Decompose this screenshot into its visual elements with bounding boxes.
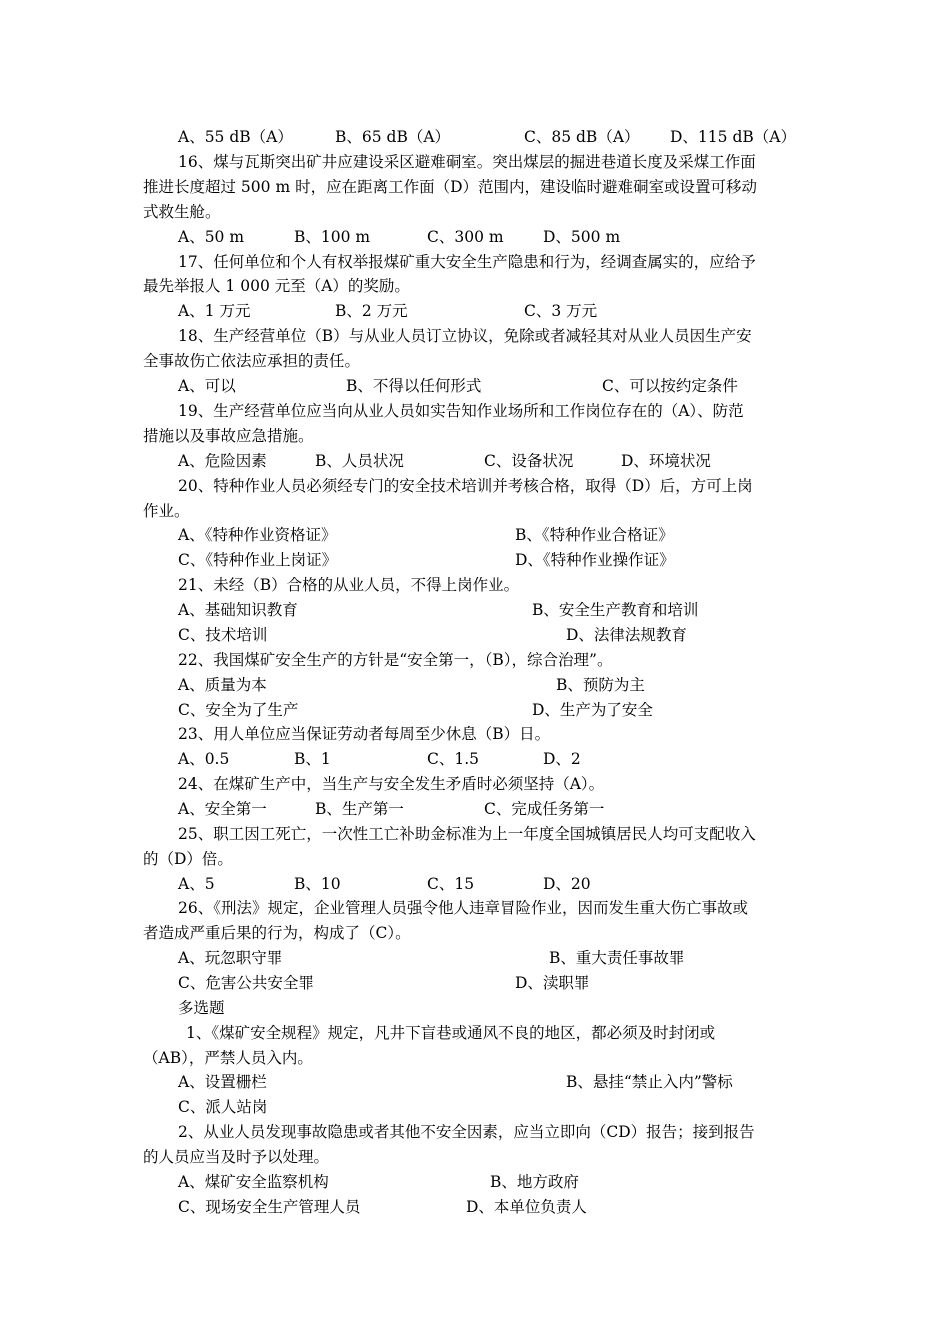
option-a: A、煤矿安全监察机构 bbox=[178, 1173, 329, 1191]
option-d: D、渎职罪 bbox=[515, 974, 590, 992]
option-b: B、重大责任事故罪 bbox=[549, 949, 685, 967]
option-a: A、设置栅栏 bbox=[178, 1073, 267, 1091]
question-26-line-2: 者造成严重后果的行为，构成了（C）。 bbox=[143, 924, 411, 942]
options-row bbox=[0, 227, 950, 247]
multi-question-2-line-1: 2、从业人员发现事故隐患或者其他不安全因素，应当立即向（CD）报告；接到报告 bbox=[178, 1123, 755, 1141]
question-21-line-1: 21、未经（B）合格的从业人员，不得上岗作业。 bbox=[178, 576, 520, 594]
multi-question-1-line-1: 1、《煤矿安全规程》规定，凡井下盲巷或通风不良的地区，都必须及时封闭或 bbox=[186, 1024, 716, 1042]
option-a: A、0.5 bbox=[178, 750, 230, 768]
options-row bbox=[0, 675, 950, 695]
multi-question-1-line-2: （AB），严禁人员入内。 bbox=[143, 1049, 313, 1067]
question-18-line-2: 全事故伤亡依法应承担的责任。 bbox=[143, 352, 361, 370]
option-c: C、技术培训 bbox=[178, 626, 268, 644]
section-heading: 多选题 bbox=[178, 999, 225, 1017]
options-row bbox=[0, 799, 950, 819]
options-row bbox=[0, 1172, 950, 1192]
option-b: B、100 m bbox=[294, 228, 371, 246]
option-d: D、法律法规教育 bbox=[566, 626, 687, 644]
option-d: D、生产为了安全 bbox=[532, 701, 653, 719]
options-row bbox=[0, 127, 950, 147]
options-row bbox=[0, 301, 950, 321]
question-18-line-1: 18、生产经营单位（B）与从业人员订立协议，免除或者减轻其对从业人员因生产安 bbox=[178, 327, 752, 345]
option-a: A、安全第一 bbox=[178, 800, 267, 818]
option-d: D、500 m bbox=[543, 228, 621, 246]
question-25-line-1: 25、职工因工死亡，一次性工亡补助金标准为上一年度全国城镇居民人均可支配收入 bbox=[178, 825, 756, 843]
options-row bbox=[0, 376, 950, 396]
option-b: B、安全生产教育和培训 bbox=[532, 601, 699, 619]
option-d: D、2 bbox=[543, 750, 581, 768]
option-c: C、1.5 bbox=[427, 750, 480, 768]
options-row bbox=[0, 973, 950, 993]
question-16-line-2: 推进长度超过 500 m 时，应在距离工作面（D）范围内，建设临时避难硐室或设置可移动 bbox=[143, 178, 757, 196]
option-c: C、85 dB（A） bbox=[524, 128, 640, 146]
question-26-line-1: 26、《刑法》规定，企业管理人员强令他人违章冒险作业，因而发生重大伤亡事故或 bbox=[178, 899, 748, 917]
option-a: A、1 万元 bbox=[178, 302, 251, 320]
question-25-line-2: 的（D）倍。 bbox=[143, 850, 233, 868]
option-c: C、《特种作业上岗证》 bbox=[178, 551, 338, 569]
options-row bbox=[0, 525, 950, 545]
question-19-line-2: 措施以及事故应急措施。 bbox=[143, 427, 314, 445]
option-d: D、115 dB（A） bbox=[670, 128, 796, 146]
question-19-line-1: 19、生产经营单位应当向从业人员如实告知作业场所和工作岗位存在的（A）、防范 bbox=[178, 402, 744, 420]
option-c: C、现场安全生产管理人员 bbox=[178, 1198, 361, 1216]
options-row bbox=[0, 749, 950, 769]
option-b: B、不得以任何形式 bbox=[346, 377, 482, 395]
option-c: C、300 m bbox=[427, 228, 504, 246]
option-d: D、本单位负责人 bbox=[466, 1198, 587, 1216]
options-row bbox=[0, 1072, 950, 1092]
option-a: A、可以 bbox=[178, 377, 236, 395]
question-22-line-1: 22、我国煤矿安全生产的方针是“安全第一，（B），综合治理”。 bbox=[178, 651, 613, 669]
question-17-line-1: 17、任何单位和个人有权举报煤矿重大安全生产隐患和行为，经调查属实的，应给予 bbox=[178, 253, 756, 271]
options-row bbox=[0, 600, 950, 620]
option-b: B、生产第一 bbox=[315, 800, 404, 818]
question-24-line-1: 24、在煤矿生产中，当生产与安全发生矛盾时必须坚持（A）。 bbox=[178, 775, 605, 793]
option-c: C、3 万元 bbox=[524, 302, 598, 320]
option-c: C、派人站岗 bbox=[178, 1098, 268, 1116]
options-row bbox=[0, 1197, 950, 1217]
options-row bbox=[0, 625, 950, 645]
option-b: B、2 万元 bbox=[335, 302, 408, 320]
option-a: A、基础知识教育 bbox=[178, 601, 298, 619]
option-c: C、15 bbox=[427, 875, 475, 893]
option-d: D、20 bbox=[543, 875, 591, 893]
option-a: A、《特种作业资格证》 bbox=[178, 526, 337, 544]
option-c: C、可以按约定条件 bbox=[602, 377, 738, 395]
option-b: B、1 bbox=[294, 750, 331, 768]
option-a: A、危险因素 bbox=[178, 452, 267, 470]
option-b: B、预防为主 bbox=[556, 676, 645, 694]
option-a: A、50 m bbox=[178, 228, 245, 246]
option-c: C、危害公共安全罪 bbox=[178, 974, 314, 992]
question-20-line-1: 20、特种作业人员必须经专门的安全技术培训并考核合格，取得（D）后，方可上岗 bbox=[178, 477, 753, 495]
options-row bbox=[0, 1097, 950, 1117]
multi-question-2-line-2: 的人员应当及时予以处理。 bbox=[143, 1148, 330, 1166]
question-16-line-3: 式救生舱。 bbox=[143, 203, 221, 221]
option-a: A、玩忽职守罪 bbox=[178, 949, 283, 967]
option-c: C、安全为了生产 bbox=[178, 701, 299, 719]
option-c: C、完成任务第一 bbox=[484, 800, 605, 818]
question-23-line-1: 23、用人单位应当保证劳动者每周至少休息（B）日。 bbox=[178, 725, 551, 743]
question-16-line-1: 16、煤与瓦斯突出矿井应建设采区避难硐室。突出煤层的掘进巷道长度及采煤工作面 bbox=[178, 153, 756, 171]
option-a: A、质量为本 bbox=[178, 676, 267, 694]
question-20-line-2: 作业。 bbox=[143, 502, 190, 520]
option-b: B、《特种作业合格证》 bbox=[515, 526, 674, 544]
option-b: B、地方政府 bbox=[490, 1173, 579, 1191]
option-b: B、悬挂“禁止入内”警标 bbox=[566, 1073, 733, 1091]
option-b: B、人员状况 bbox=[315, 452, 404, 470]
options-row bbox=[0, 451, 950, 471]
option-d: D、环境状况 bbox=[621, 452, 711, 470]
options-row bbox=[0, 700, 950, 720]
option-c: C、设备状况 bbox=[484, 452, 574, 470]
option-b: B、65 dB（A） bbox=[335, 128, 451, 146]
option-a: A、55 dB（A） bbox=[178, 128, 293, 146]
option-d: D、《特种作业操作证》 bbox=[515, 551, 675, 569]
options-row bbox=[0, 550, 950, 570]
question-17-line-2: 最先举报人 1 000 元至（A）的奖励。 bbox=[143, 277, 410, 295]
option-b: B、10 bbox=[294, 875, 341, 893]
options-row bbox=[0, 948, 950, 968]
options-row bbox=[0, 874, 950, 894]
option-a: A、5 bbox=[178, 875, 215, 893]
